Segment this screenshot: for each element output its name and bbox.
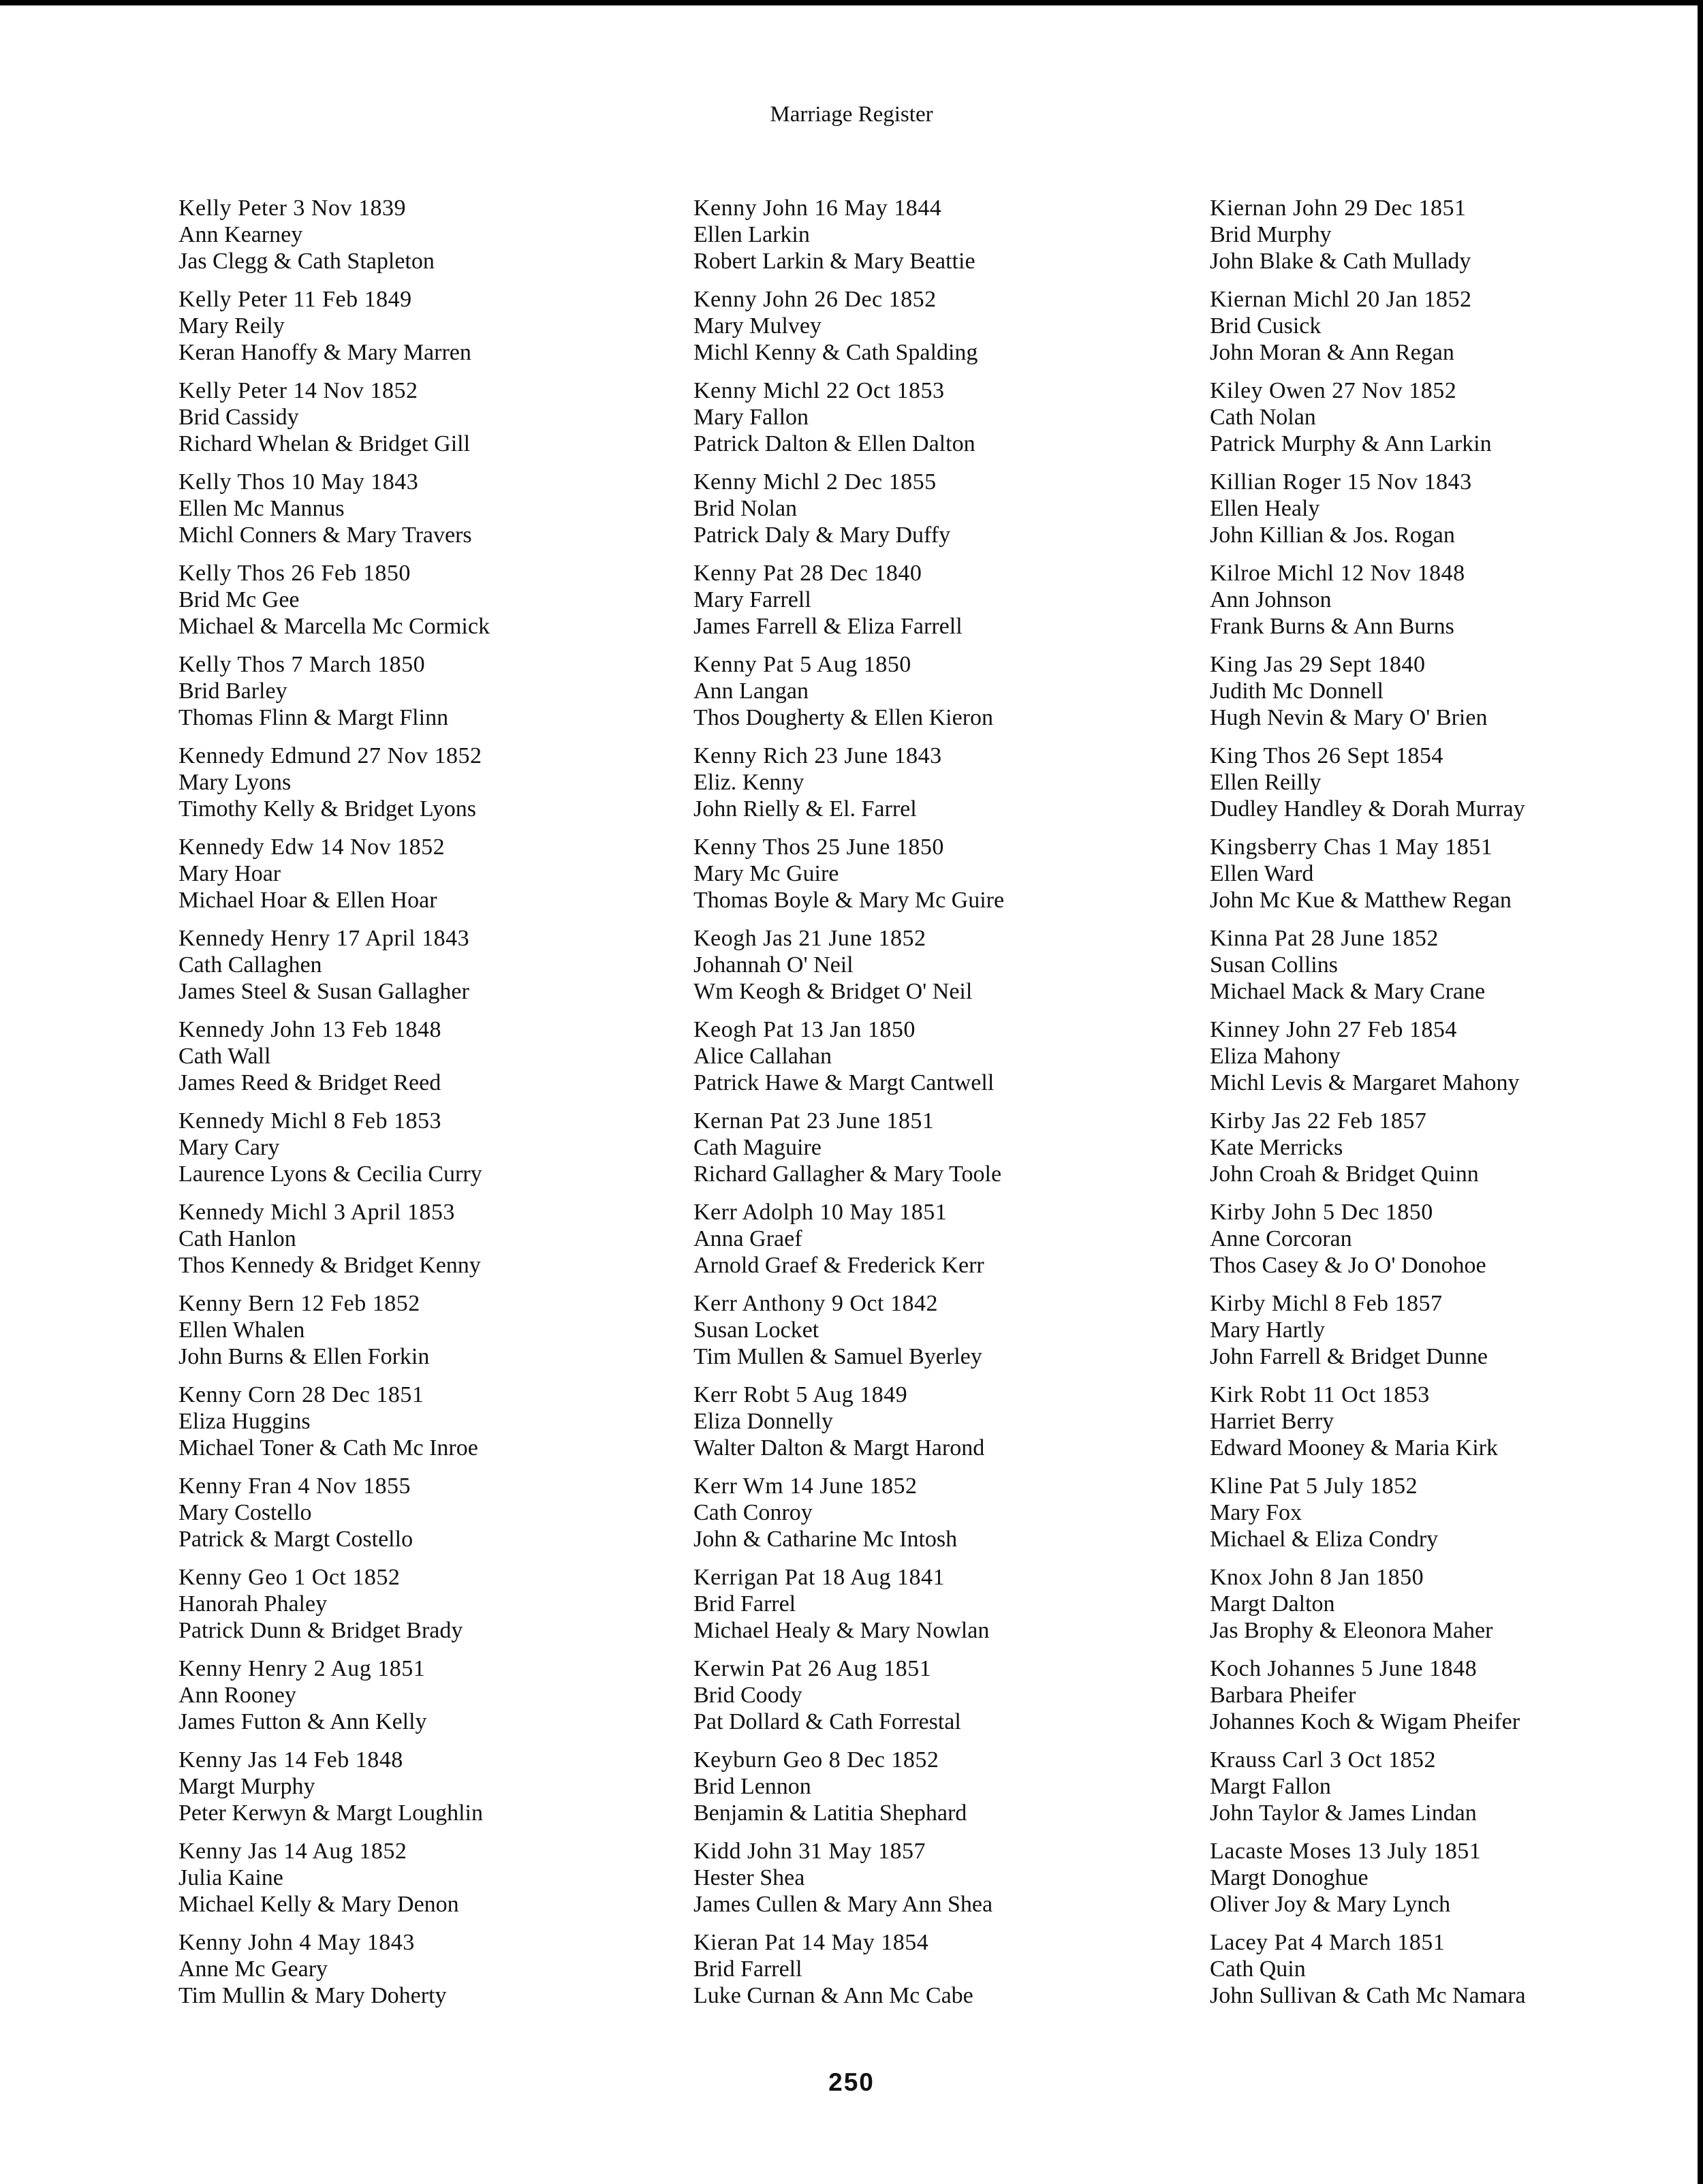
marriage-entry (693, 651, 1157, 743)
groom-line: Kiernan John 29 Dec 1851 (1210, 196, 1467, 221)
marriage-entry (693, 1655, 1157, 1747)
groom-line: Kenny Fran 4 Nov 1855 (178, 1473, 411, 1499)
witnesses-line: Oliver Joy & Mary Lynch (1210, 1892, 1451, 1917)
bride-line: Mary Hoar (178, 861, 281, 886)
bride-line: Alice Callahan (693, 1044, 832, 1069)
groom-line: Kennedy Michl 3 April 1853 (178, 1200, 455, 1225)
bride-line: Mary Farrell (693, 587, 811, 612)
marriage-entry (1210, 1473, 1673, 1564)
marriage-entry (693, 286, 1157, 377)
marriage-entry (1210, 469, 1673, 560)
bride-line: Eliza Mahony (1210, 1044, 1341, 1069)
marriage-entry (1210, 1655, 1673, 1747)
groom-line: Kerr Adolph 10 May 1851 (693, 1200, 948, 1225)
groom-line: Lacey Pat 4 March 1851 (1210, 1930, 1446, 1955)
bride-line: Eliz. Kenny (693, 770, 804, 795)
bride-line: Kate Merricks (1210, 1135, 1343, 1160)
witnesses-line: Dudley Handley & Dorah Murray (1210, 796, 1525, 822)
witnesses-line: Richard Whelan & Bridget Gill (178, 431, 471, 456)
marriage-entry (178, 925, 642, 1016)
witnesses-line: John Farrell & Bridget Dunne (1210, 1344, 1488, 1369)
bride-line: Brid Cassidy (178, 405, 299, 430)
bride-line: Harriet Berry (1210, 1409, 1334, 1434)
witnesses-line: John & Catharine Mc Intosh (693, 1527, 958, 1552)
bride-line: Margt Murphy (178, 1774, 315, 1799)
marriage-entry (178, 560, 642, 651)
witnesses-line: John Mc Kue & Matthew Regan (1210, 888, 1512, 913)
marriage-entry (1210, 1290, 1673, 1382)
groom-line: Kenny John 4 May 1843 (178, 1930, 415, 1955)
marriage-entry (693, 560, 1157, 651)
bride-line: Cath Callaghen (178, 952, 322, 978)
witnesses-line: Michael Toner & Cath Mc Inroe (178, 1435, 478, 1461)
witnesses-line: Michl Levis & Margaret Mahony (1210, 1070, 1520, 1095)
groom-line: Kingsberry Chas 1 May 1851 (1210, 834, 1493, 860)
bride-line: Mary Hartly (1210, 1317, 1326, 1343)
groom-line: Kennedy Michl 8 Feb 1853 (178, 1108, 441, 1134)
witnesses-line: Walter Dalton & Margt Harond (693, 1435, 985, 1461)
bride-line: Anne Corcoran (1210, 1226, 1352, 1251)
marriage-entry (693, 743, 1157, 834)
witnesses-line: Michael & Marcella Mc Cormick (178, 614, 490, 639)
witnesses-line: Peter Kerwyn & Margt Loughlin (178, 1800, 483, 1826)
groom-line: Kenny Pat 28 Dec 1840 (693, 561, 922, 586)
groom-line: Kirby Michl 8 Feb 1857 (1210, 1291, 1443, 1316)
witnesses-line: Patrick Dunn & Bridget Brady (178, 1618, 463, 1643)
groom-line: Kieran Pat 14 May 1854 (693, 1930, 929, 1955)
witnesses-line: John Moran & Ann Regan (1210, 340, 1454, 365)
marriage-entry (178, 1382, 642, 1473)
groom-line: Kerr Wm 14 June 1852 (693, 1473, 918, 1499)
bride-line: Anne Mc Geary (178, 1956, 328, 1982)
bride-line: Cath Maguire (693, 1135, 822, 1160)
marriage-entry (178, 1199, 642, 1290)
bride-line: Mary Cary (178, 1135, 280, 1160)
bride-line: Brid Farrell (693, 1956, 802, 1982)
bride-line: Mary Reily (178, 313, 285, 339)
marriage-entry (693, 1473, 1157, 1564)
marriage-entry (1210, 1382, 1673, 1473)
groom-line: Kelly Thos 7 March 1850 (178, 652, 426, 677)
marriage-entry (178, 1108, 642, 1199)
groom-line: Kenny John 26 Dec 1852 (693, 287, 937, 312)
marriage-entry (1210, 377, 1673, 469)
bride-line: Margt Donoghue (1210, 1865, 1369, 1890)
marriage-entry (178, 377, 642, 469)
marriage-entry (1210, 1108, 1673, 1199)
marriage-entry (1210, 1929, 1673, 2021)
marriage-entry (1210, 1016, 1673, 1108)
witnesses-line: Arnold Graef & Frederick Kerr (693, 1253, 984, 1278)
witnesses-line: Michael Hoar & Ellen Hoar (178, 888, 437, 913)
groom-line: Kinney John 27 Feb 1854 (1210, 1017, 1457, 1042)
bride-line: Mary Fallon (693, 405, 809, 430)
bride-line: Mary Fox (1210, 1500, 1302, 1525)
groom-line: Kidd John 31 May 1857 (693, 1839, 926, 1864)
groom-line: Kelly Peter 11 Feb 1849 (178, 287, 412, 312)
marriage-entry (1210, 743, 1673, 834)
marriage-entry (178, 1564, 642, 1655)
bride-line: Ellen Whalen (178, 1317, 305, 1343)
witnesses-line: James Steel & Susan Gallagher (178, 979, 469, 1004)
witnesses-line: Thos Kennedy & Bridget Kenny (178, 1253, 481, 1278)
groom-line: Knox John 8 Jan 1850 (1210, 1565, 1424, 1590)
witnesses-line: Pat Dollard & Cath Forrestal (693, 1709, 961, 1734)
register-column-right (1210, 195, 1673, 2021)
register-column-middle (693, 195, 1157, 2021)
groom-line: Kenny Jas 14 Aug 1852 (178, 1839, 407, 1864)
marriage-entry (1210, 834, 1673, 925)
marriage-entry (178, 834, 642, 925)
bride-line: Barbara Pheifer (1210, 1683, 1356, 1708)
bride-line: Brid Cusick (1210, 313, 1322, 339)
witnesses-line: Luke Curnan & Ann Mc Cabe (693, 1983, 973, 2008)
witnesses-line: John Burns & Ellen Forkin (178, 1344, 430, 1369)
witnesses-line: Benjamin & Latitia Shephard (693, 1800, 967, 1826)
bride-line: Judith Mc Donnell (1210, 678, 1384, 704)
witnesses-line: Laurence Lyons & Cecilia Curry (178, 1161, 482, 1187)
bride-line: Brid Mc Gee (178, 587, 300, 612)
groom-line: Kelly Peter 3 Nov 1839 (178, 196, 406, 221)
bride-line: Ellen Healy (1210, 496, 1320, 521)
witnesses-line: John Croah & Bridget Quinn (1210, 1161, 1479, 1187)
groom-line: Kiernan Michl 20 Jan 1852 (1210, 287, 1472, 312)
bride-line: Brid Barley (178, 678, 287, 704)
bride-line: Margt Dalton (1210, 1591, 1335, 1617)
bride-line: Ellen Reilly (1210, 770, 1322, 795)
groom-line: Kelly Thos 10 May 1843 (178, 469, 419, 495)
marriage-entry (178, 469, 642, 560)
bride-line: Brid Lennon (693, 1774, 811, 1799)
witnesses-line: John Killian & Jos. Rogan (1210, 522, 1455, 548)
bride-line: Brid Farrel (693, 1591, 796, 1617)
groom-line: Kline Pat 5 July 1852 (1210, 1473, 1418, 1499)
marriage-entry (693, 469, 1157, 560)
groom-line: King Thos 26 Sept 1854 (1210, 743, 1443, 768)
marriage-entry (178, 195, 642, 286)
witnesses-line: Patrick Dalton & Ellen Dalton (693, 431, 975, 456)
marriage-entry (693, 1199, 1157, 1290)
groom-line: Kilroe Michl 12 Nov 1848 (1210, 561, 1465, 586)
marriage-entry (178, 651, 642, 743)
witnesses-line: Michael Mack & Mary Crane (1210, 979, 1486, 1004)
groom-line: Kerrigan Pat 18 Aug 1841 (693, 1565, 945, 1590)
witnesses-line: James Futton & Ann Kelly (178, 1709, 427, 1734)
groom-line: Kerr Robt 5 Aug 1849 (693, 1382, 908, 1407)
bride-line: Ann Johnson (1210, 587, 1332, 612)
groom-line: Keyburn Geo 8 Dec 1852 (693, 1747, 939, 1773)
groom-line: Kenny Rich 23 June 1843 (693, 743, 942, 768)
marriage-entry (178, 1016, 642, 1108)
groom-line: Kernan Pat 23 June 1851 (693, 1108, 935, 1134)
page-title: Marriage Register (770, 102, 933, 127)
groom-line: Kennedy John 13 Feb 1848 (178, 1017, 441, 1042)
bride-line: Eliza Donnelly (693, 1409, 833, 1434)
groom-line: Kenny Michl 2 Dec 1855 (693, 469, 937, 495)
scan-border-right (1698, 0, 1703, 2184)
witnesses-line: Thomas Boyle & Mary Mc Guire (693, 888, 1005, 913)
marriage-entry (693, 1929, 1157, 2021)
groom-line: Keogh Jas 21 June 1852 (693, 926, 926, 951)
witnesses-line: Thos Casey & Jo O' Donohoe (1210, 1253, 1486, 1278)
marriage-entry (693, 1108, 1157, 1199)
marriage-entry (1210, 1564, 1673, 1655)
witnesses-line: Tim Mullen & Samuel Byerley (693, 1344, 982, 1369)
witnesses-line: Frank Burns & Ann Burns (1210, 614, 1454, 639)
marriage-entry (693, 1290, 1157, 1382)
marriage-entry (693, 834, 1157, 925)
marriage-entry (178, 1838, 642, 1929)
groom-line: Kerwin Pat 26 Aug 1851 (693, 1656, 932, 1681)
witnesses-line: Keran Hanoffy & Mary Marren (178, 340, 471, 365)
witnesses-line: Patrick Daly & Mary Duffy (693, 522, 951, 548)
groom-line: Kirby Jas 22 Feb 1857 (1210, 1108, 1427, 1134)
groom-line: Kenny Pat 5 Aug 1850 (693, 652, 911, 677)
witnesses-line: Michael Healy & Mary Nowlan (693, 1618, 990, 1643)
marriage-entry (693, 1016, 1157, 1108)
marriage-entry (1210, 195, 1673, 286)
witnesses-line: Thos Dougherty & Ellen Kieron (693, 705, 994, 730)
groom-line: Koch Johannes 5 June 1848 (1210, 1656, 1478, 1681)
witnesses-line: Robert Larkin & Mary Beattie (693, 249, 975, 274)
marriage-entry (1210, 560, 1673, 651)
witnesses-line: John Blake & Cath Mullady (1210, 249, 1471, 274)
groom-line: Kenny Michl 22 Oct 1853 (693, 378, 945, 403)
bride-line: Ann Langan (693, 678, 809, 704)
witnesses-line: John Rielly & El. Farrel (693, 796, 917, 822)
bride-line: Cath Quin (1210, 1956, 1306, 1982)
witnesses-line: Hugh Nevin & Mary O' Brien (1210, 705, 1488, 730)
witnesses-line: Tim Mullin & Mary Doherty (178, 1983, 447, 2008)
witnesses-line: Richard Gallagher & Mary Toole (693, 1161, 1002, 1187)
groom-line: Kirby John 5 Dec 1850 (1210, 1200, 1433, 1225)
witnesses-line: Michl Conners & Mary Travers (178, 522, 472, 548)
witnesses-line: Michl Kenny & Cath Spalding (693, 340, 978, 365)
marriage-entry (693, 195, 1157, 286)
groom-line: Kelly Thos 26 Feb 1850 (178, 561, 411, 586)
marriage-entry (693, 1382, 1157, 1473)
groom-line: Krauss Carl 3 Oct 1852 (1210, 1747, 1437, 1773)
bride-line: Mary Mulvey (693, 313, 822, 339)
bride-line: Ellen Larkin (693, 222, 810, 247)
bride-line: Cath Wall (178, 1044, 271, 1069)
marriage-entry (693, 1564, 1157, 1655)
groom-line: Lacaste Moses 13 July 1851 (1210, 1839, 1482, 1864)
bride-line: Brid Coody (693, 1683, 802, 1708)
groom-line: Kenny Geo 1 Oct 1852 (178, 1565, 401, 1590)
register-column-left (178, 195, 642, 2021)
groom-line: Kennedy Edw 14 Nov 1852 (178, 834, 446, 860)
marriage-entry (178, 743, 642, 834)
bride-line: Hanorah Phaley (178, 1591, 328, 1617)
bride-line: Brid Murphy (1210, 222, 1332, 247)
marriage-entry (178, 1473, 642, 1564)
bride-line: Brid Nolan (693, 496, 798, 521)
marriage-entry (178, 1929, 642, 2021)
groom-line: Kenny Henry 2 Aug 1851 (178, 1656, 426, 1681)
scan-border-top (0, 0, 1703, 5)
bride-line: Ellen Ward (1210, 861, 1314, 886)
witnesses-line: Michael Kelly & Mary Denon (178, 1892, 459, 1917)
witnesses-line: Edward Mooney & Maria Kirk (1210, 1435, 1499, 1461)
marriage-entry (178, 1655, 642, 1747)
groom-line: Kenny Thos 25 June 1850 (693, 834, 944, 860)
marriage-entry (1210, 1199, 1673, 1290)
marriage-entry (178, 286, 642, 377)
bride-line: Hester Shea (693, 1865, 805, 1890)
bride-line: Ann Rooney (178, 1683, 296, 1708)
bride-line: Ann Kearney (178, 222, 303, 247)
marriage-entry (1210, 925, 1673, 1016)
groom-line: Kiley Owen 27 Nov 1852 (1210, 378, 1457, 403)
marriage-entry (178, 1747, 642, 1838)
witnesses-line: John Sullivan & Cath Mc Namara (1210, 1983, 1526, 2008)
witnesses-line: Wm Keogh & Bridget O' Neil (693, 979, 973, 1004)
marriage-entry (1210, 1747, 1673, 1838)
marriage-entry (178, 1290, 642, 1382)
bride-line: Cath Nolan (1210, 405, 1316, 430)
bride-line: Mary Mc Guire (693, 861, 839, 886)
witnesses-line: Johannes Koch & Wigam Pheifer (1210, 1709, 1520, 1734)
bride-line: Anna Graef (693, 1226, 802, 1251)
groom-line: Kirk Robt 11 Oct 1853 (1210, 1382, 1430, 1407)
marriage-entry (693, 1747, 1157, 1838)
witnesses-line: Jas Brophy & Eleonora Maher (1210, 1618, 1493, 1643)
groom-line: Kinna Pat 28 June 1852 (1210, 926, 1439, 951)
witnesses-line: James Cullen & Mary Ann Shea (693, 1892, 993, 1917)
bride-line: Cath Conroy (693, 1500, 813, 1525)
witnesses-line: Patrick Hawe & Margt Cantwell (693, 1070, 995, 1095)
groom-line: Kennedy Henry 17 April 1843 (178, 926, 470, 951)
marriage-entry (1210, 1838, 1673, 1929)
witnesses-line: Michael & Eliza Condry (1210, 1527, 1439, 1552)
bride-line: Mary Lyons (178, 770, 292, 795)
page-number: 250 (828, 2068, 875, 2096)
groom-line: King Jas 29 Sept 1840 (1210, 652, 1426, 677)
marriage-entry (693, 377, 1157, 469)
witnesses-line: Thomas Flinn & Margt Flinn (178, 705, 449, 730)
marriage-entry (693, 1838, 1157, 1929)
witnesses-line: Patrick Murphy & Ann Larkin (1210, 431, 1492, 456)
witnesses-line: John Taylor & James Lindan (1210, 1800, 1477, 1826)
bride-line: Julia Kaine (178, 1865, 283, 1890)
marriage-entry (1210, 651, 1673, 743)
witnesses-line: Timothy Kelly & Bridget Lyons (178, 796, 477, 822)
witnesses-line: James Farrell & Eliza Farrell (693, 614, 963, 639)
groom-line: Kerr Anthony 9 Oct 1842 (693, 1291, 939, 1316)
groom-line: Kenny Jas 14 Feb 1848 (178, 1747, 403, 1773)
bride-line: Susan Locket (693, 1317, 819, 1343)
groom-line: Kennedy Edmund 27 Nov 1852 (178, 743, 482, 768)
groom-line: Keogh Pat 13 Jan 1850 (693, 1017, 916, 1042)
bride-line: Susan Collins (1210, 952, 1338, 978)
groom-line: Kenny Corn 28 Dec 1851 (178, 1382, 424, 1407)
witnesses-line: Jas Clegg & Cath Stapleton (178, 249, 435, 274)
groom-line: Killian Roger 15 Nov 1843 (1210, 469, 1472, 495)
groom-line: Kenny Bern 12 Feb 1852 (178, 1291, 420, 1316)
bride-line: Eliza Huggins (178, 1409, 311, 1434)
groom-line: Kelly Peter 14 Nov 1852 (178, 378, 418, 403)
bride-line: Johannah O' Neil (693, 952, 854, 978)
marriage-entry (693, 925, 1157, 1016)
bride-line: Cath Hanlon (178, 1226, 296, 1251)
marriage-entry (1210, 286, 1673, 377)
bride-line: Ellen Mc Mannus (178, 496, 345, 521)
groom-line: Kenny John 16 May 1844 (693, 196, 942, 221)
witnesses-line: James Reed & Bridget Reed (178, 1070, 441, 1095)
bride-line: Margt Fallon (1210, 1774, 1331, 1799)
bride-line: Mary Costello (178, 1500, 312, 1525)
witnesses-line: Patrick & Margt Costello (178, 1527, 413, 1552)
